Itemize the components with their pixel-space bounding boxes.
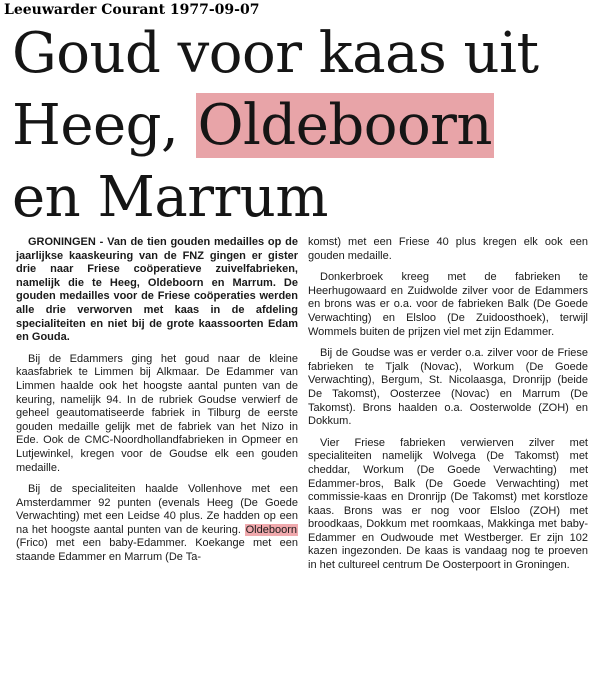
article-left-column [16, 236, 298, 570]
headline-line-1: Goud voor kaas uit [12, 21, 539, 86]
newspaper-source: Leeuwarder Courant 1977-09-07 [4, 2, 260, 18]
article-paragraph: Vier Friese fabrieken verwierven zilver met specialiteiten namelijk Wolvega (De Takomst) met cheddar, Workum (De Goede Verwachting) met Edammer-bros, Balk (De Goede Verwachting) met commissie-kaas en Dronrijp (De Takomst) met korstloze kaas. Brons was er nog voor Elsloo (ZOH) met broodkaas, Dokkum met roomkaas, Makkinga met baby-Edammer en Oudwoude met Westberger. Er zijn 102 kazen ingezonden. De kaas is vandaag nog te proeven in het cultureel centrum De Oosterpoort in Groningen. [308, 436, 588, 572]
headline-highlight-oldeboorn: Oldeboorn [197, 93, 492, 158]
article-paragraph: Bij de Edammers ging het goud naar de kleine kaasfabriek te Limmen bij Alkmaar. De Edammer van Limmen haalde ook het hoogste aantal punten van de keuring, namelijk 94. In de rubriek Goudse verwierf de geheel geautomatiseerde fabriek in Tilburg de eerste gouden medaille gelijk met de fabriek van het Nizo in Ede. Ook de CMC-Noordhollandfabrieken in Opmeer en Lutjewinkel, kregen voor de Goudse elk een gouden medaille. [16, 352, 298, 474]
headline-line-2-text: Heeg, [12, 93, 196, 158]
headline-line-3: en Marrum [12, 165, 328, 230]
article-right-column [308, 236, 588, 578]
article-paragraph: Bij de Goudse was er verder o.a. zilver voor de Friese fabrieken te Tjalk (Novac), Workum (De Goede Verwachting), Bergum, St. Nicolaasga, Dronrijp (beide De Takomst), Oosterzee (Novac) en Marrum (De Takomst). Brons haalden o.a. Oosterwolde (ZOH) en Dokkum. [308, 347, 588, 428]
body-highlight-oldeboorn: Oldeboorn [245, 523, 297, 536]
paragraph-text: (Frico) met een baby-Edammer. Koekange met een staande Edammer en Marrum (De Ta- [16, 537, 298, 564]
article-paragraph: komst) met een Friese 40 plus kregen elk ook een gouden medaille. [308, 236, 588, 262]
headline-line-2 [12, 90, 597, 162]
article-paragraph: Donkerbroek kreeg met de fabrieken te Heerhugowaard en Zuidwolde zilver voor de Edammers en brons was er o.a. voor de fabrieken Balk (De Goede Verwachting) en Elsloo (De Zuidoosthoek), terwijl Wommels buiten de prijzen viel met zijn Edammer. [308, 271, 588, 338]
article-headline [12, 18, 597, 234]
article-lead-paragraph: GRONINGEN - Van de tien gouden medailles op de jaarlijkse kaaskeuring van de FNZ gingen er gister drie naar Friese coöperatieve zuivelfabrieken, namelijk die te Heeg, Oldeboorn en Marrum. De gouden medailles voor de Friese coöperaties werden alle drie verworven met kaas in de afdeling specialiteiten en niet bij de grote kaassoorten Edam en Gouda. [16, 236, 298, 344]
paragraph-text: Bij de specialiteiten haalde Vollenhove met een Amsterdammer 92 punten (evenals Heeg (De Goede Verwachting) met een Leidse 40 plus. Ze hadden op een na het hoogste aantal punten van de keuring. [16, 483, 298, 536]
article-paragraph [16, 483, 298, 565]
